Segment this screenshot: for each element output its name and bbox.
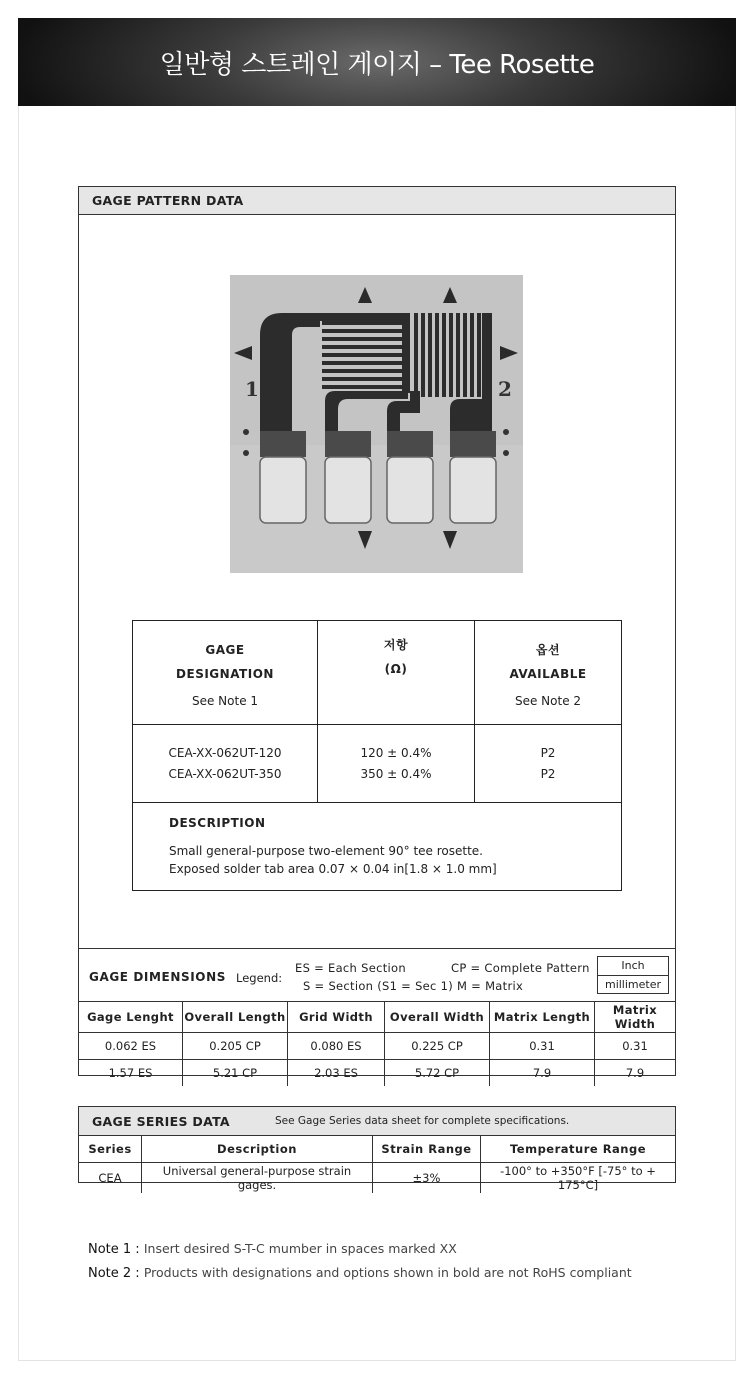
gage-label-2: 2 — [498, 377, 512, 401]
series-header — [79, 1107, 675, 1136]
designation-table — [132, 620, 622, 891]
series-note: See Gage Series data sheet for complete specifications. — [275, 1115, 570, 1127]
col-temperature-range: Temperature Range — [481, 1136, 676, 1163]
description-cell — [133, 803, 622, 891]
gage-pattern-title: GAGE PATTERN DATA — [79, 187, 675, 215]
note-1 — [88, 1240, 632, 1264]
unit-box — [597, 956, 669, 994]
table-row: 0.062 ES 0.205 CP 0.080 ES 0.225 CP 0.31 0.31 — [79, 1033, 675, 1060]
page-header — [18, 18, 736, 106]
resistance-header: 저항 (Ω) — [318, 621, 475, 725]
dimensions-title: GAGE DIMENSIONS — [89, 970, 226, 984]
option-values: P2 P2 — [475, 725, 622, 803]
col-series: Series — [79, 1136, 142, 1163]
note-2-text: Products with designations and options shown in bold are not RoHS compliant — [143, 1265, 632, 1280]
col-gage-length: Gage Lenght — [79, 1002, 183, 1033]
designation-350: CEA-XX-062UT-350 — [168, 766, 282, 781]
unit-inch: Inch — [598, 957, 668, 976]
designation-header: GAGE DESIGNATION See Note 1 — [133, 621, 318, 725]
designation-values — [133, 725, 318, 803]
col-overall-width: Overall Width — [385, 1002, 490, 1033]
note-2 — [88, 1264, 632, 1288]
gage-pattern-section — [78, 186, 676, 949]
legend-es: ES = Each Section — [295, 961, 406, 975]
series-table — [79, 1136, 675, 1193]
gage-label-1: 1 — [245, 377, 259, 401]
unit-millimeter: millimeter — [604, 978, 662, 991]
notes — [88, 1240, 632, 1288]
col-overall-length: Overall Length — [183, 1002, 288, 1033]
page-title: 일반형 스트레인 게이지 – Tee Rosette — [159, 49, 595, 80]
dimensions-table — [79, 1002, 675, 1086]
col-matrix-length: Matrix Length — [490, 1002, 595, 1033]
table-row: 1.57 ES 5.21 CP 2.03 ES 5.72 CP 7.9 7.9 — [79, 1060, 675, 1087]
note-1-label: Note 1 : — [88, 1242, 140, 1257]
col-matrix-width: Matrix Width — [595, 1002, 676, 1033]
legend-label: Legend: — [236, 971, 283, 985]
legend-m: M = Matrix — [457, 979, 524, 993]
col-description: Description — [142, 1136, 373, 1163]
table-row: CEA Universal general-purpose strain gages. ±3% -100° to +350°F [-75° to + 175°C] — [79, 1163, 675, 1194]
legend-s: S = Section (S1 = Sec 1) — [303, 979, 454, 993]
legend-cp: CP = Complete Pattern — [451, 961, 590, 975]
dimensions-header — [79, 949, 675, 1002]
gage-series-section — [78, 1106, 676, 1192]
gage-dimensions-section — [78, 948, 676, 1080]
description-title: DESCRIPTION — [169, 815, 266, 830]
description-line-2: Exposed solder tab area 0.07 × 0.04 in[1.8 × 1.0 mm] — [169, 861, 497, 876]
designation-120: CEA-XX-062UT-120 — [168, 745, 282, 760]
options-header: 옵션 AVAILABLE See Note 2 — [475, 621, 622, 725]
note-2-label: Note 2 : — [88, 1266, 140, 1281]
note-1-text: Insert desired S-T-C mumber in spaces marked XX — [143, 1241, 457, 1256]
gage-pattern-image — [230, 275, 523, 573]
resistance-values: 120 ± 0.4% 350 ± 0.4% — [318, 725, 475, 803]
description-line-1: Small general-purpose two-element 90° tee rosette. — [169, 843, 483, 858]
col-grid-width: Grid Width — [288, 1002, 385, 1033]
series-title: GAGE SERIES DATA — [92, 1114, 230, 1129]
col-strain-range: Strain Range — [373, 1136, 481, 1163]
